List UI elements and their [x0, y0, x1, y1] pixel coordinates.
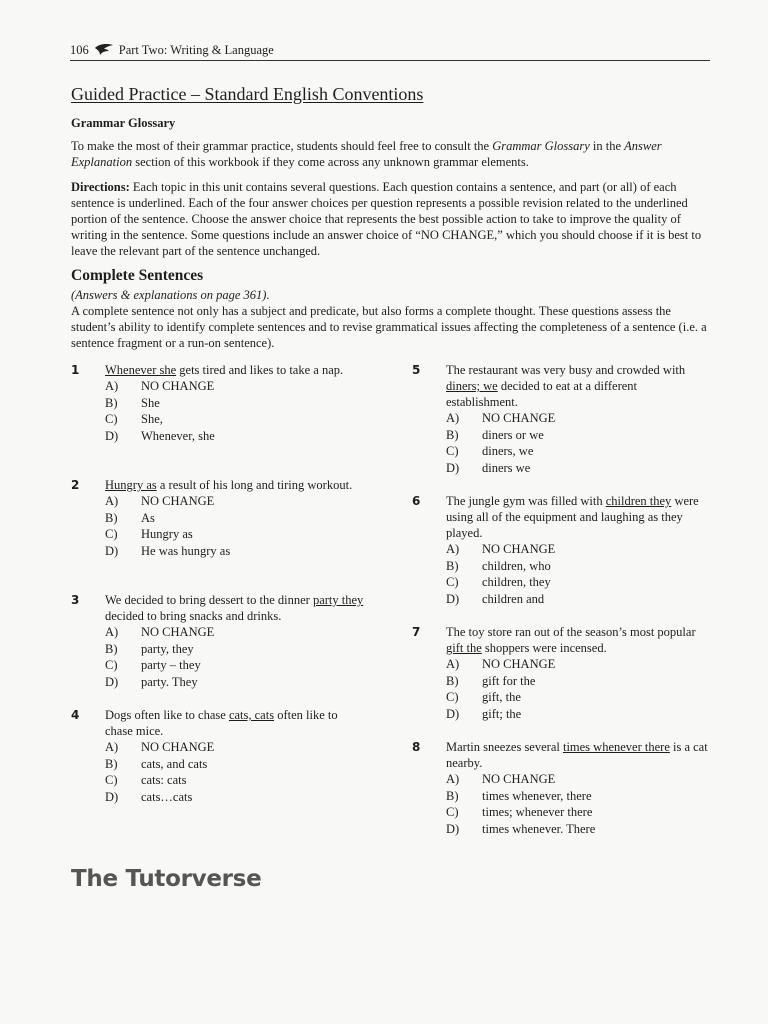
choice-letter: D): [446, 706, 460, 721]
question-stem: [105, 592, 367, 624]
answer-choice: [105, 395, 381, 412]
underlined-portion: Hungry as: [105, 478, 157, 492]
choice-text: gift; the: [482, 706, 522, 721]
choice-text: children and: [482, 591, 545, 606]
page-number: 106: [70, 43, 89, 57]
brand-logo: The Tutorverse: [71, 866, 262, 892]
answer-choice: [446, 788, 722, 805]
question-number: 4: [71, 708, 80, 722]
complete-sentences-heading: Complete Sentences: [71, 267, 204, 284]
question-number: 8: [412, 740, 421, 754]
answer-choice: [446, 706, 722, 723]
choice-letter: C): [105, 527, 118, 541]
underlined-portion: party they: [312, 593, 364, 607]
question-3: [71, 592, 381, 690]
answer-choice: [446, 558, 722, 575]
answer-choice: [446, 771, 722, 788]
complete-sentences-description: A complete sentence not only has a subject and predicate, but also forms a complete thought. These questions assess the student’s ability to identify complete sentences and to revise grammatical issues affecting the completeness of a sentence (i.e. a sentence fragment or a run-on sentence).: [71, 304, 707, 350]
choice-text: NO CHANGE: [141, 379, 215, 393]
choice-letter: D): [105, 543, 119, 558]
choice-text: She: [141, 395, 160, 410]
choice-text: NO CHANGE: [482, 772, 556, 786]
question-number: 7: [412, 625, 421, 639]
answer-choice: [105, 493, 381, 510]
choice-letter: C): [446, 444, 459, 458]
choice-letter: A): [105, 625, 119, 639]
stem-text-after: were using all of the equipment and laughing as they played.: [446, 494, 699, 540]
answer-choice: [105, 428, 381, 445]
directions-text: Each topic in this unit contains several questions. Each question contains a sentence, and part (or all) of each sentence is underlined. Each of the four answer choices per question represents a possible revision related to the underlined portion of the sentence. Choose the answer choice that represents the best possible action to take to improve the quality of writing in the sentence. Some questions include an answer choice of “NO CHANGE,” which you should choose if it is best to leave the relevant part of the sentence unchanged.: [71, 180, 702, 258]
choice-letter: D): [446, 460, 460, 475]
answer-choices: [71, 624, 381, 690]
answer-choices: [412, 656, 722, 722]
answer-choice: [105, 789, 381, 806]
choice-letter: C): [105, 658, 118, 672]
question-stem: [105, 707, 367, 739]
choice-letter: A): [446, 657, 460, 671]
stem-text-after: is a cat nearby.: [446, 740, 708, 770]
underlined-portion: gift the: [446, 641, 482, 655]
choice-text: cats, and cats: [141, 756, 208, 771]
directions-paragraph: [71, 179, 711, 259]
answer-choice: [446, 656, 722, 673]
glossary-text-3: section of this workbook if they come across any unknown grammar elements.: [132, 155, 529, 169]
choice-text: She,: [141, 412, 163, 426]
choice-letter: D): [446, 591, 460, 606]
choice-text: party. They: [141, 674, 198, 689]
choice-text: children, who: [482, 558, 551, 573]
choice-text: gift for the: [482, 673, 536, 688]
choice-text: NO CHANGE: [482, 411, 556, 425]
answer-choice: [446, 689, 722, 706]
question-number: 3: [71, 593, 80, 607]
stem-text-before: The restaurant was very busy and crowded with: [446, 363, 686, 377]
choice-text: party, they: [141, 641, 194, 656]
choice-text: party – they: [141, 658, 201, 672]
choice-text: NO CHANGE: [141, 494, 215, 508]
answer-choice: [105, 657, 381, 674]
question-4: [71, 707, 381, 805]
choice-letter: B): [105, 510, 118, 525]
glossary-text-1: To make the most of their grammar practice, students should feel free to consult the: [71, 139, 493, 153]
choice-letter: C): [105, 773, 118, 787]
choice-letter: B): [105, 395, 118, 410]
choice-text: Hungry as: [141, 527, 193, 541]
wing-logo-icon: [94, 43, 114, 57]
answer-choice: [446, 673, 722, 690]
question-number: 5: [412, 363, 421, 377]
choice-text: times; whenever there: [482, 805, 593, 819]
choice-letter: A): [105, 379, 119, 393]
choice-text: children, they: [482, 575, 551, 589]
choice-letter: A): [446, 411, 460, 425]
answer-choice: [105, 641, 381, 658]
underlined-portion: times whenever there: [562, 740, 670, 754]
choice-letter: D): [105, 674, 119, 689]
question-stem: [446, 493, 708, 541]
answer-choice: [105, 543, 381, 560]
answer-choice: [446, 443, 722, 460]
underlined-portion: children they: [605, 494, 672, 508]
choice-letter: B): [446, 427, 459, 442]
choice-text: NO CHANGE: [141, 740, 215, 754]
glossary-italic-2: Answer Explanation: [71, 139, 662, 169]
answer-choice: [446, 574, 722, 591]
question-1: [71, 362, 381, 444]
answer-choices: [412, 771, 722, 837]
choice-letter: D): [446, 821, 460, 836]
choice-letter: C): [446, 690, 459, 704]
answer-choice: [446, 821, 722, 838]
question-stem: [105, 362, 367, 378]
directions-label: Directions:: [71, 180, 130, 194]
glossary-paragraph: [71, 138, 711, 170]
answer-choice: [446, 541, 722, 558]
question-number: 6: [412, 494, 421, 508]
choice-text: cats: cats: [141, 773, 187, 787]
answer-choice: [105, 624, 381, 641]
answers-reference: (Answers & explanations on page 361).: [71, 288, 270, 302]
glossary-italic-1: Grammar Glossary: [492, 139, 590, 153]
answer-choice: [105, 756, 381, 773]
choice-text: Whenever, she: [141, 428, 215, 443]
stem-text-before: The jungle gym was filled with: [446, 494, 606, 508]
answer-choices: [71, 378, 381, 444]
choice-text: NO CHANGE: [482, 542, 556, 556]
question-stem: [446, 739, 708, 771]
question-stem: [105, 477, 367, 493]
answer-choices: [71, 493, 381, 559]
question-number: 1: [71, 363, 80, 377]
question-8: [412, 739, 722, 837]
choice-letter: D): [105, 428, 119, 443]
choice-letter: B): [446, 673, 459, 688]
glossary-heading: Grammar Glossary: [71, 116, 176, 130]
choice-letter: D): [105, 789, 119, 804]
choice-letter: B): [446, 788, 459, 803]
running-title: Part Two: Writing & Language: [118, 43, 274, 57]
choice-letter: B): [105, 756, 118, 771]
question-7: [412, 624, 722, 722]
choice-text: NO CHANGE: [482, 657, 556, 671]
choice-text: diners or we: [482, 427, 544, 442]
choice-letter: C): [105, 412, 118, 426]
section-title: Guided Practice – Standard English Conventions: [71, 84, 424, 104]
stem-text-after: a result of his long and tiring workout.: [156, 478, 353, 492]
question-stem: [446, 362, 708, 410]
choice-letter: C): [446, 575, 459, 589]
underlined-portion: cats, cats: [228, 708, 275, 722]
answer-choice: [105, 674, 381, 691]
stem-text-before: We decided to bring dessert to the dinner: [105, 593, 313, 607]
underlined-portion: Whenever she: [105, 363, 177, 377]
choice-letter: A): [105, 740, 119, 754]
stem-text-after: decided to eat at a different establishment.: [446, 379, 638, 409]
stem-text-before: Martin sneezes several: [446, 740, 563, 754]
choice-text: NO CHANGE: [141, 625, 215, 639]
answer-choice: [105, 772, 381, 789]
stem-text-before: The toy store ran out of the season’s most popular: [446, 625, 696, 639]
choice-text: He was hungry as: [141, 543, 231, 558]
choice-text: gift, the: [482, 690, 521, 704]
stem-text-after: gets tired and likes to take a nap.: [176, 363, 344, 377]
choice-text: diners we: [482, 460, 531, 475]
choice-letter: A): [446, 772, 460, 786]
running-header: [70, 40, 710, 61]
answer-choice: [446, 591, 722, 608]
underlined-portion: diners; we: [446, 379, 498, 393]
choice-text: times whenever. There: [482, 821, 596, 836]
stem-text-before: Dogs often like to chase: [105, 708, 229, 722]
answer-choice: [446, 410, 722, 427]
answer-choice: [105, 510, 381, 527]
question-stem: [446, 624, 708, 656]
stem-text-after: decided to bring snacks and drinks.: [105, 609, 282, 623]
choice-text: As: [141, 510, 155, 525]
question-number: 2: [71, 478, 80, 492]
choice-letter: B): [446, 558, 459, 573]
answer-choice: [446, 460, 722, 477]
answer-choice: [105, 411, 381, 428]
question-5: [412, 362, 722, 476]
answer-choice: [105, 739, 381, 756]
stem-text-after: shoppers were incensed.: [481, 641, 607, 655]
choice-text: times whenever, there: [482, 788, 592, 803]
stem-text-after: often like to chase mice.: [105, 708, 338, 738]
answer-choices: [412, 410, 722, 476]
glossary-text-2: in the: [589, 139, 625, 153]
choice-letter: B): [105, 641, 118, 656]
choice-text: cats…cats: [141, 789, 193, 804]
answer-choices: [412, 541, 722, 607]
answer-choice: [446, 804, 722, 821]
choice-letter: C): [446, 805, 459, 819]
choice-letter: A): [105, 494, 119, 508]
answer-choices: [71, 739, 381, 805]
answer-choice: [105, 526, 381, 543]
choice-text: diners, we: [482, 444, 534, 458]
answer-choice: [105, 378, 381, 395]
question-2: [71, 477, 381, 559]
question-6: [412, 493, 722, 607]
choice-letter: A): [446, 542, 460, 556]
answer-choice: [446, 427, 722, 444]
